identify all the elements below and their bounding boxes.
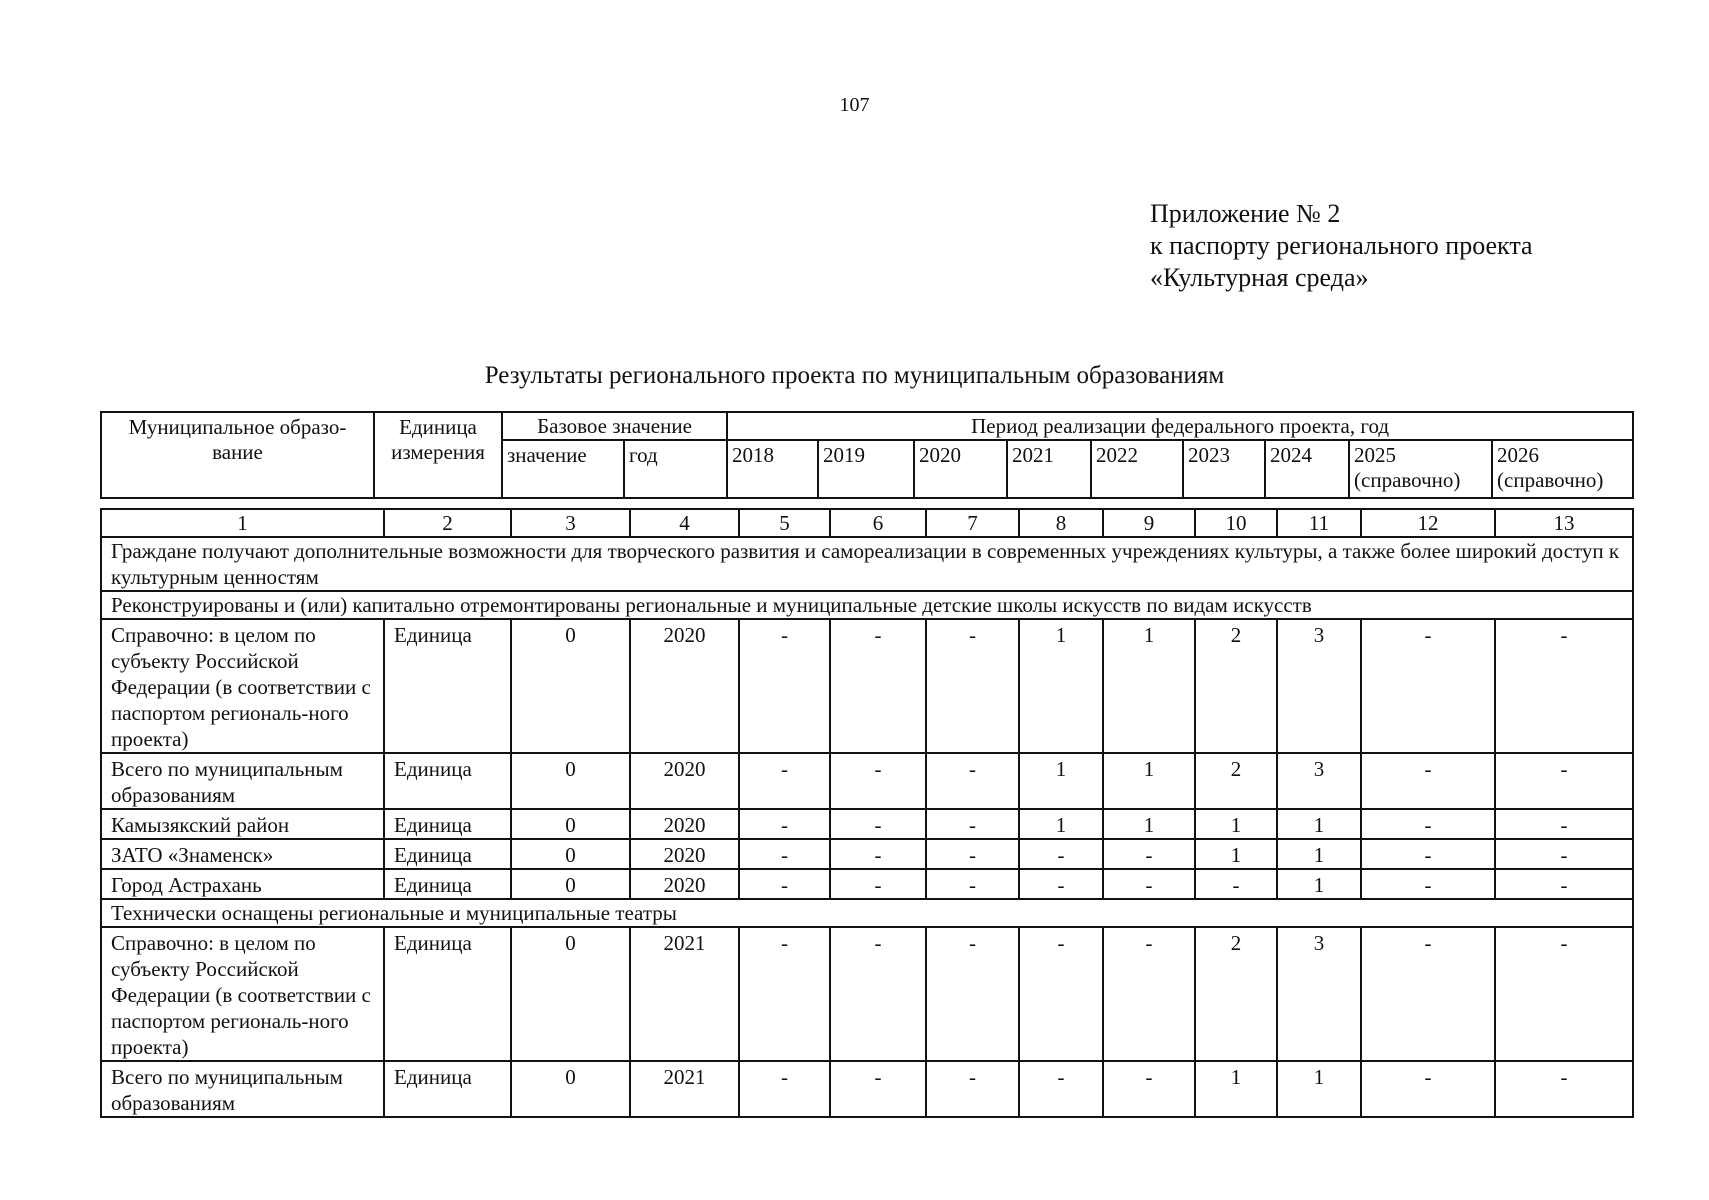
year-value: - <box>1495 839 1633 869</box>
column-number: 9 <box>1103 509 1195 537</box>
base-value: 0 <box>511 809 630 839</box>
section-title-row <box>101 899 1633 927</box>
column-number: 4 <box>630 509 739 537</box>
year-value: - <box>1495 869 1633 899</box>
year-value: - <box>926 927 1019 1061</box>
unit-value: Единица <box>384 869 511 899</box>
base-year: 2020 <box>630 869 739 899</box>
column-number: 13 <box>1495 509 1633 537</box>
year-value: - <box>926 619 1019 753</box>
year-value: - <box>739 1061 830 1117</box>
year-value: 1 <box>1103 809 1195 839</box>
year-value: 3 <box>1277 619 1361 753</box>
year-value: - <box>1103 927 1195 1061</box>
year-value: 1 <box>1277 1061 1361 1117</box>
year-value: - <box>926 809 1019 839</box>
base-value: 0 <box>511 869 630 899</box>
year-value: 1 <box>1019 619 1103 753</box>
municipality-name: ЗАТО «Знаменск» <box>101 839 384 869</box>
column-number: 10 <box>1195 509 1277 537</box>
year-value: 2 <box>1195 927 1277 1061</box>
appendix-line-1: Приложение № 2 <box>1150 199 1341 228</box>
year-value: 1 <box>1277 839 1361 869</box>
column-number: 1 <box>101 509 384 537</box>
page-number: 107 <box>839 94 870 116</box>
unit-value: Единица <box>384 753 511 809</box>
header-year-2020: 2020 <box>914 440 1007 498</box>
column-number: 7 <box>926 509 1019 537</box>
base-year: 2020 <box>630 839 739 869</box>
year-value: 3 <box>1277 927 1361 1061</box>
year-value: - <box>1019 869 1103 899</box>
header-year-2025: 2025 (справочно) <box>1349 440 1492 498</box>
year-value: - <box>1361 1061 1495 1117</box>
goal-text: Граждане получают дополнительные возможности для творческого развития и самореализации в современных учреждениях культуры, а также более широкий доступ к культурным ценностям <box>101 537 1633 591</box>
base-value: 0 <box>511 839 630 869</box>
column-number: 8 <box>1019 509 1103 537</box>
year-value: - <box>1361 927 1495 1061</box>
year-value: - <box>1495 619 1633 753</box>
year-value: - <box>1495 753 1633 809</box>
column-number: 12 <box>1361 509 1495 537</box>
year-value: 1 <box>1277 809 1361 839</box>
base-year: 2020 <box>630 809 739 839</box>
year-value: - <box>830 809 926 839</box>
municipality-name: Всего по муниципальным образованиям <box>101 753 384 809</box>
column-number: 6 <box>830 509 926 537</box>
year-value: 1 <box>1195 839 1277 869</box>
table-row <box>101 1061 1633 1117</box>
year-value: - <box>1495 927 1633 1061</box>
year-value: - <box>1103 869 1195 899</box>
base-year: 2020 <box>630 753 739 809</box>
header-municipality: Муниципальное образо-вание <box>101 412 374 498</box>
document-title: Результаты регионального проекта по муниципальным образованиям <box>484 362 1225 389</box>
year-value: - <box>926 1061 1019 1117</box>
year-value: - <box>739 809 830 839</box>
year-value: - <box>739 927 830 1061</box>
results-table <box>100 508 1634 1118</box>
column-number: 2 <box>384 509 511 537</box>
municipality-name: Всего по муниципальным образованиям <box>101 1061 384 1117</box>
appendix-note <box>1150 198 1533 294</box>
table-row <box>101 753 1633 809</box>
header-year-2024: 2024 <box>1265 440 1349 498</box>
year-value: - <box>739 753 830 809</box>
column-number: 5 <box>739 509 830 537</box>
section-title: Технически оснащены региональные и муниципальные театры <box>101 899 1633 927</box>
base-year: 2021 <box>630 1061 739 1117</box>
year-value: 1 <box>1103 753 1195 809</box>
year-value: 1 <box>1195 809 1277 839</box>
year-value: 3 <box>1277 753 1361 809</box>
unit-value: Единица <box>384 809 511 839</box>
year-value: - <box>830 1061 926 1117</box>
year-value: - <box>1019 839 1103 869</box>
municipality-name: Камызякский район <box>101 809 384 839</box>
municipality-name: Справочно: в целом по субъекту Российской Федерации (в соответствии с паспортом региональ-ного проекта) <box>101 619 384 753</box>
year-value: - <box>739 839 830 869</box>
year-value: - <box>926 839 1019 869</box>
year-value: - <box>739 869 830 899</box>
year-value: - <box>830 839 926 869</box>
year-value: - <box>830 753 926 809</box>
section-title-row <box>101 591 1633 619</box>
table-header <box>100 411 1634 499</box>
year-value: - <box>1361 809 1495 839</box>
header-value: значение <box>502 440 624 498</box>
header-year-2023: 2023 <box>1183 440 1265 498</box>
year-value: - <box>1019 1061 1103 1117</box>
year-value: - <box>830 869 926 899</box>
header-year-2021: 2021 <box>1007 440 1091 498</box>
base-year: 2020 <box>630 619 739 753</box>
unit-value: Единица <box>384 619 511 753</box>
base-value: 0 <box>511 753 630 809</box>
header-unit: Единица измерения <box>374 412 502 498</box>
municipality-name: Город Астрахань <box>101 869 384 899</box>
year-value: 1 <box>1195 1061 1277 1117</box>
goal-row <box>101 537 1633 591</box>
unit-value: Единица <box>384 839 511 869</box>
year-value: - <box>926 869 1019 899</box>
year-value: 1 <box>1103 619 1195 753</box>
column-number: 3 <box>511 509 630 537</box>
table-row <box>101 809 1633 839</box>
column-number-row <box>101 509 1633 537</box>
year-value: - <box>1361 619 1495 753</box>
appendix-line-2: к паспорту регионального проекта <box>1150 231 1533 260</box>
appendix-line-3: «Культурная среда» <box>1150 263 1369 292</box>
base-value: 0 <box>511 1061 630 1117</box>
year-value: - <box>1195 869 1277 899</box>
column-number: 11 <box>1277 509 1361 537</box>
year-value: - <box>1361 869 1495 899</box>
year-value: - <box>1361 839 1495 869</box>
year-value: - <box>926 753 1019 809</box>
year-value: 1 <box>1019 809 1103 839</box>
header-year: год <box>624 440 727 498</box>
year-value: - <box>739 619 830 753</box>
base-value: 0 <box>511 927 630 1061</box>
header-year-2019: 2019 <box>818 440 914 498</box>
table-row <box>101 619 1633 753</box>
year-value: - <box>830 927 926 1061</box>
year-value: 2 <box>1195 753 1277 809</box>
header-base-value: Базовое значение <box>502 412 727 440</box>
header-year-2022: 2022 <box>1091 440 1183 498</box>
base-year: 2021 <box>630 927 739 1061</box>
year-value: - <box>1495 1061 1633 1117</box>
year-value: 2 <box>1195 619 1277 753</box>
table-row <box>101 927 1633 1061</box>
header-year-2026: 2026 (справочно) <box>1492 440 1633 498</box>
header-period: Период реализации федерального проекта, год <box>727 412 1633 440</box>
unit-value: Единица <box>384 927 511 1061</box>
year-value: - <box>1103 1061 1195 1117</box>
year-value: - <box>1019 927 1103 1061</box>
municipality-name: Справочно: в целом по субъекту Российской Федерации (в соответствии с паспортом региональ-ного проекта) <box>101 927 384 1061</box>
year-value: - <box>1495 809 1633 839</box>
unit-value: Единица <box>384 1061 511 1117</box>
year-value: - <box>1103 839 1195 869</box>
table-row <box>101 839 1633 869</box>
header-year-2018: 2018 <box>727 440 818 498</box>
year-value: 1 <box>1019 753 1103 809</box>
year-value: - <box>830 619 926 753</box>
base-value: 0 <box>511 619 630 753</box>
table-row <box>101 869 1633 899</box>
section-title: Реконструированы и (или) капитально отремонтированы региональные и муниципальные детские школы искусств по видам искусств <box>101 591 1633 619</box>
year-value: 1 <box>1277 869 1361 899</box>
year-value: - <box>1361 753 1495 809</box>
